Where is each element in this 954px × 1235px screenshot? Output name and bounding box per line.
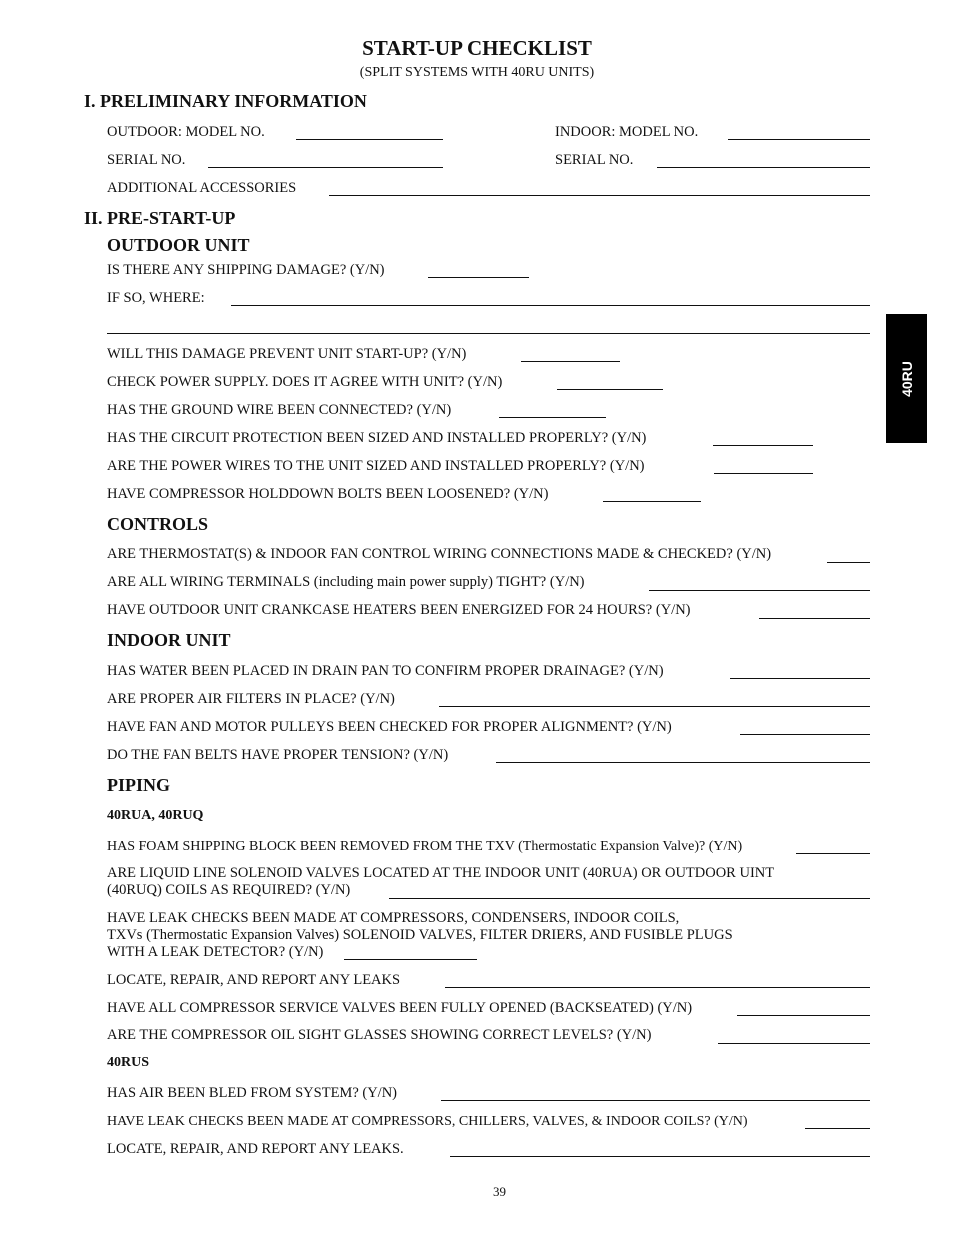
answer-power-wires[interactable]: [714, 473, 813, 474]
answer-damage-where-line2[interactable]: [107, 333, 870, 334]
question-ground-wire: HAS THE GROUND WIRE BEEN CONNECTED? (Y/N): [107, 402, 452, 418]
answer-damage-where[interactable]: [231, 305, 870, 306]
answer-leak-checks-rus[interactable]: [805, 1128, 870, 1129]
answer-circuit-protection[interactable]: [713, 445, 813, 446]
question-thermostat-wiring: ARE THERMOSTAT(S) & INDOOR FAN CONTROL WIRING CONNECTIONS MADE & CHECKED? (Y/N): [107, 546, 772, 562]
question-drain-pan: HAS WATER BEEN PLACED IN DRAIN PAN TO CONFIRM PROPER DRAINAGE? (Y/N): [107, 663, 664, 679]
question-service-valves: HAVE ALL COMPRESSOR SERVICE VALVES BEEN FULLY OPENED (BACKSEATED) (Y/N): [107, 1000, 693, 1016]
outdoor-serial-label: SERIAL NO.: [107, 152, 186, 168]
question-damage-prevent-startup: WILL THIS DAMAGE PREVENT UNIT START-UP? (Y/N): [107, 346, 467, 362]
indoor-model-field[interactable]: [728, 139, 870, 140]
question-solenoid-valves-line1: ARE LIQUID LINE SOLENOID VALVES LOCATED AT THE INDOOR UNIT (40RUA) OR OUTDOOR UINT: [107, 865, 775, 881]
question-wiring-terminals: ARE ALL WIRING TERMINALS (including main power supply) TIGHT? (Y/N): [107, 574, 585, 590]
indoor-serial-field[interactable]: [657, 167, 870, 168]
answer-pulley-alignment[interactable]: [740, 734, 870, 735]
outdoor-model-label: OUTDOOR: MODEL NO.: [107, 124, 265, 140]
answer-ground-wire[interactable]: [499, 417, 606, 418]
outdoor-model-field[interactable]: [296, 139, 443, 140]
answer-report-leaks[interactable]: [445, 987, 870, 988]
subheading-outdoor-unit: OUTDOOR UNIT: [107, 235, 250, 255]
question-shipping-damage: IS THERE ANY SHIPPING DAMAGE? (Y/N): [107, 262, 385, 278]
question-circuit-protection: HAS THE CIRCUIT PROTECTION BEEN SIZED AND INSTALLED PROPERLY? (Y/N): [107, 430, 647, 446]
question-fan-belts: DO THE FAN BELTS HAVE PROPER TENSION? (Y/N): [107, 747, 449, 763]
subheading-controls: CONTROLS: [107, 514, 209, 534]
piping-model-group-rus: 40RUS: [107, 1055, 150, 1070]
question-report-leaks: LOCATE, REPAIR, AND REPORT ANY LEAKS: [107, 972, 401, 988]
answer-drain-pan[interactable]: [730, 678, 870, 679]
question-foam-block: HAS FOAM SHIPPING BLOCK BEEN REMOVED FROM THE TXV (Thermostatic Expansion Valve)? (Y/N): [107, 839, 743, 854]
outdoor-serial-field[interactable]: [208, 167, 443, 168]
question-air-bled: HAS AIR BEEN BLED FROM SYSTEM? (Y/N): [107, 1085, 398, 1101]
question-leak-checks-line2: TXVs (Thermostatic Expansion Valves) SOLENOID VALVES, FILTER DRIERS, AND FUSIBLE PLUGS: [107, 927, 733, 943]
question-air-filters: ARE PROPER AIR FILTERS IN PLACE? (Y/N): [107, 691, 395, 707]
answer-oil-sight-glasses[interactable]: [718, 1043, 870, 1044]
question-damage-where: IF SO, WHERE:: [107, 290, 205, 306]
question-power-supply: CHECK POWER SUPPLY. DOES IT AGREE WITH UNIT? (Y/N): [107, 374, 503, 390]
question-solenoid-valves-line2: (40RUQ) COILS AS REQUIRED? (Y/N): [107, 882, 351, 898]
question-leak-checks-line3: WITH A LEAK DETECTOR? (Y/N): [107, 944, 324, 960]
piping-model-group-rua-ruq: 40RUA, 40RUQ: [107, 808, 204, 823]
question-pulley-alignment: HAVE FAN AND MOTOR PULLEYS BEEN CHECKED FOR PROPER ALIGNMENT? (Y/N): [107, 719, 672, 735]
answer-wiring-terminals[interactable]: [649, 590, 870, 591]
answer-leak-checks[interactable]: [344, 959, 477, 960]
answer-report-leaks-rus[interactable]: [450, 1156, 870, 1157]
answer-foam-block[interactable]: [796, 853, 870, 854]
section-heading-preliminary: I. PRELIMINARY INFORMATION: [84, 91, 367, 111]
answer-shipping-damage[interactable]: [428, 277, 529, 278]
page-number: 39: [493, 1184, 506, 1199]
subheading-indoor-unit: INDOOR UNIT: [107, 630, 231, 650]
answer-damage-prevent-startup[interactable]: [521, 361, 620, 362]
question-power-wires: ARE THE POWER WIRES TO THE UNIT SIZED AND INSTALLED PROPERLY? (Y/N): [107, 458, 645, 474]
indoor-model-label: INDOOR: MODEL NO.: [555, 124, 699, 140]
question-report-leaks-rus: LOCATE, REPAIR, AND REPORT ANY LEAKS.: [107, 1141, 404, 1157]
question-leak-checks-line1: HAVE LEAK CHECKS BEEN MADE AT COMPRESSORS, CONDENSERS, INDOOR COILS,: [107, 910, 680, 926]
answer-solenoid-valves[interactable]: [389, 898, 870, 899]
answer-fan-belts[interactable]: [496, 762, 870, 763]
page-title: START-UP CHECKLIST: [362, 36, 592, 60]
question-oil-sight-glasses: ARE THE COMPRESSOR OIL SIGHT GLASSES SHOWING CORRECT LEVELS? (Y/N): [107, 1027, 652, 1043]
indoor-serial-label: SERIAL NO.: [555, 152, 634, 168]
question-holddown-bolts: HAVE COMPRESSOR HOLDDOWN BOLTS BEEN LOOSENED? (Y/N): [107, 486, 549, 502]
answer-power-supply[interactable]: [557, 389, 663, 390]
question-leak-checks-rus: HAVE LEAK CHECKS BEEN MADE AT COMPRESSORS, CHILLERS, VALVES, & INDOOR COILS? (Y/N): [107, 1114, 748, 1129]
side-tab-label: 40RU: [898, 360, 915, 397]
accessories-label: ADDITIONAL ACCESSORIES: [107, 180, 297, 196]
page-subtitle: (SPLIT SYSTEMS WITH 40RU UNITS): [359, 65, 595, 80]
subheading-piping: PIPING: [107, 775, 170, 795]
answer-air-filters[interactable]: [439, 706, 870, 707]
side-tab: [886, 314, 927, 443]
answer-thermostat-wiring[interactable]: [827, 562, 870, 563]
answer-service-valves[interactable]: [737, 1015, 870, 1016]
answer-crankcase-heaters[interactable]: [759, 618, 870, 619]
answer-holddown-bolts[interactable]: [603, 501, 701, 502]
question-crankcase-heaters: HAVE OUTDOOR UNIT CRANKCASE HEATERS BEEN ENERGIZED FOR 24 HOURS? (Y/N): [107, 602, 691, 618]
accessories-field[interactable]: [329, 195, 870, 196]
answer-air-bled[interactable]: [441, 1100, 870, 1101]
section-heading-prestartup: II. PRE-START-UP: [84, 208, 236, 228]
